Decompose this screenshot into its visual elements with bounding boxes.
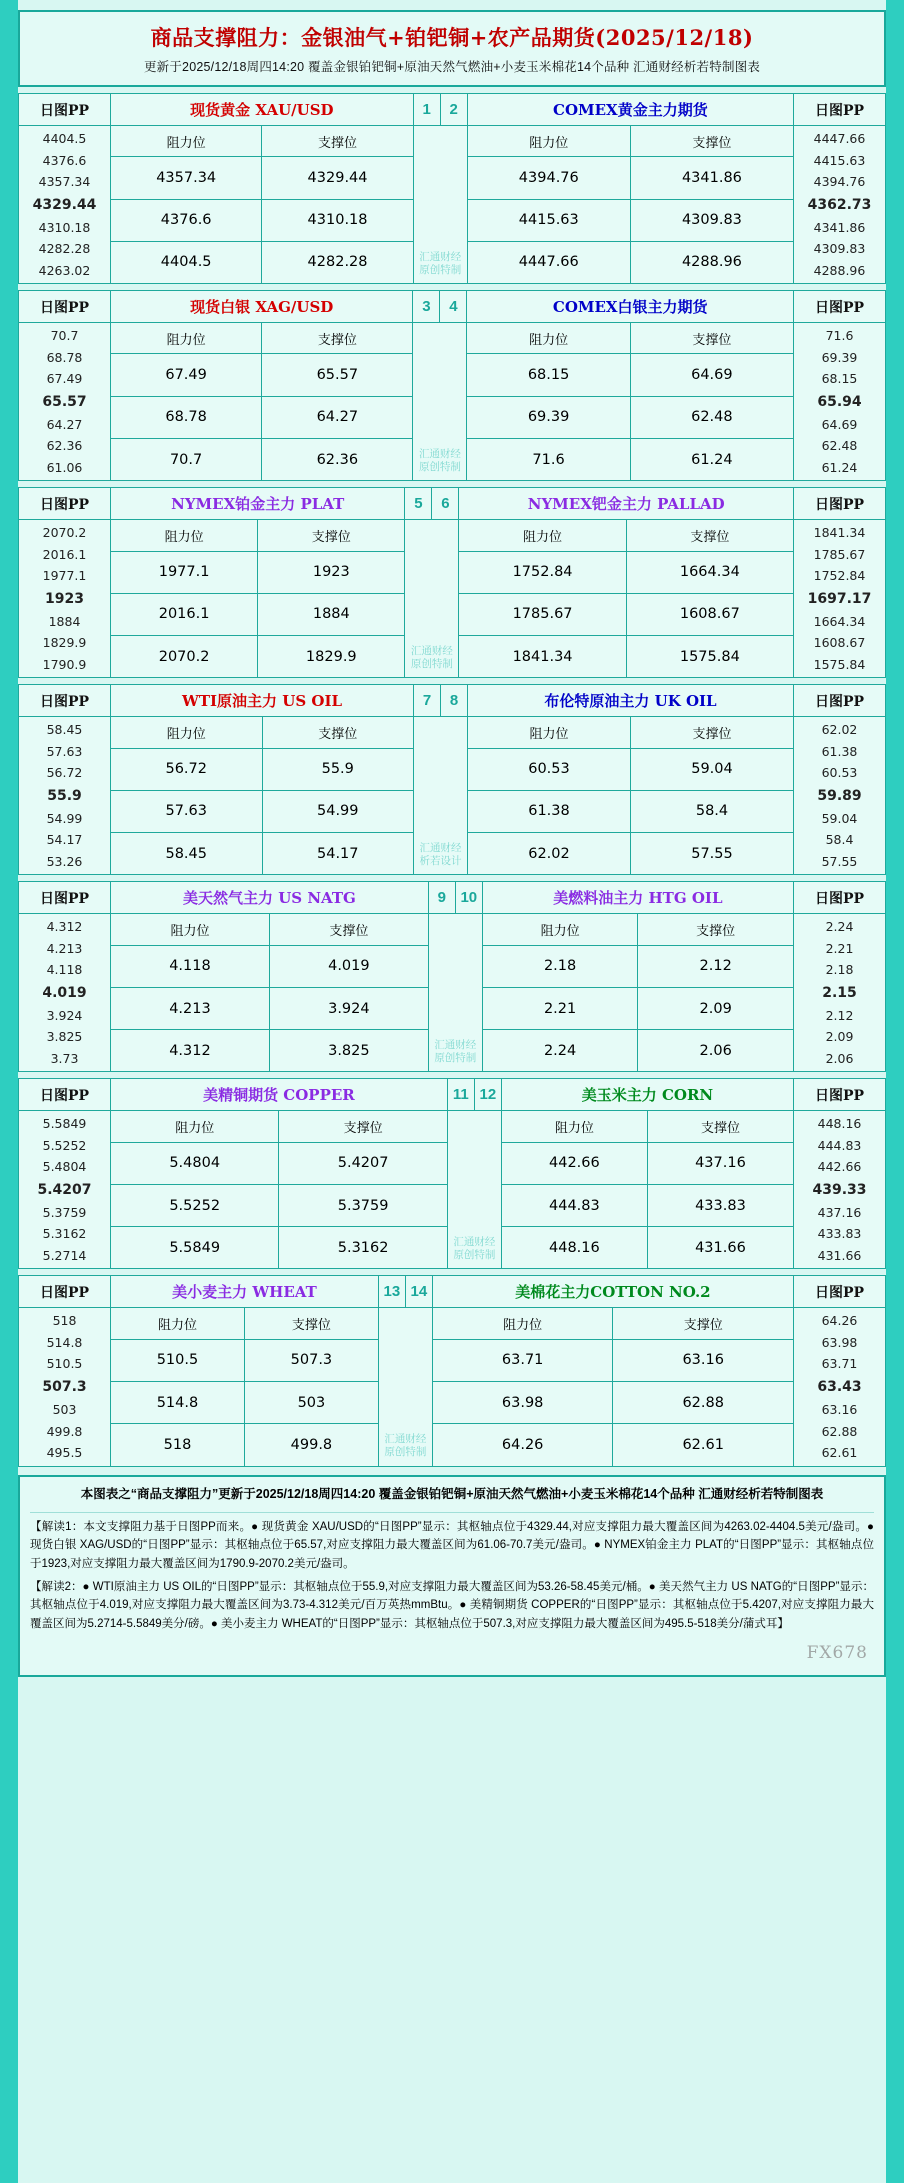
scale-value: 61.38: [821, 743, 858, 759]
scale-value: 62.36: [46, 438, 83, 454]
scale-value: 495.5: [46, 1445, 83, 1461]
scale-value: 1697.17: [807, 590, 872, 607]
right-index: 12: [474, 1079, 501, 1111]
scale-value: 433.83: [817, 1226, 862, 1242]
right-resistance-value: 69.39: [467, 396, 630, 438]
left-support-value: 507.3: [244, 1339, 378, 1381]
scale-value: 2016.1: [42, 546, 87, 562]
scale-value: 1575.84: [813, 656, 866, 672]
scale-value: 4288.96: [813, 262, 866, 278]
note-1: 【解读1：本文支撑阻力基于日图PP而来。● 现货黄金 XAU/USD的“日图PP”显示：其枢轴点位于4329.44,对应支撑阻力最大覆盖区间为4263.02-4404.5美元/盎司。● 现货白银 XAG/USD的“日图PP”显示：其枢轴点位于65.57,对应支撑阻力最大覆盖区间为61.06-70.7美元/盎司。● NYMEX铂金主力 PLAT的“日图PP”显示：其枢轴点位于1923,对应支撑阻力最大覆盖区间为1790.9-2070.2美元/盎司。: [30, 1520, 874, 1570]
left-pp-label: 日图PP: [19, 882, 111, 914]
right-support-header: 支撑位: [630, 717, 793, 748]
scale-value: 518: [52, 1313, 77, 1329]
scale-value: 2.21: [825, 940, 854, 956]
right-support-header: 支撑位: [630, 323, 793, 354]
left-resistance-value: 2070.2: [111, 635, 258, 677]
right-instrument-title: COMEX白银主力期货: [467, 291, 794, 323]
left-scale: [19, 1308, 111, 1466]
right-support-value: 2.09: [638, 987, 794, 1029]
scale-value: 63.98: [821, 1334, 858, 1350]
right-instrument-title: NYMEX钯金主力 PALLAD: [459, 488, 794, 520]
left-index: 13: [378, 1276, 405, 1308]
left-resistance-header: 阻力位: [111, 126, 262, 157]
scale-value: 62.48: [821, 438, 858, 454]
commodity-block: [18, 93, 886, 284]
right-resistance-value: 1785.67: [459, 593, 626, 635]
scale-value: 4263.02: [38, 262, 91, 278]
left-support-value: 4329.44: [262, 157, 413, 199]
scale-value: 2.09: [825, 1029, 854, 1045]
scale-value: 4341.86: [813, 219, 866, 235]
right-support-value: 2.06: [638, 1030, 794, 1072]
right-support-header: 支撑位: [647, 1111, 793, 1142]
right-resistance-value: 63.71: [432, 1339, 613, 1381]
right-support-value: 61.24: [630, 438, 793, 480]
left-resistance-value: 2016.1: [111, 593, 258, 635]
left-resistance-value: 4357.34: [111, 157, 262, 199]
scale-value: 503: [52, 1402, 77, 1418]
scale-value: 62.02: [821, 722, 858, 738]
scale-value: 61.06: [46, 459, 83, 475]
right-scale: [794, 126, 886, 284]
left-resistance-value: 4404.5: [111, 241, 262, 283]
left-instrument-title: WTI原油主力 US OIL: [111, 685, 414, 717]
scale-value: 64.69: [821, 416, 858, 432]
right-resistance-value: 60.53: [468, 748, 631, 790]
center-watermark: 汇通财经 原创特制: [413, 126, 467, 284]
left-support-header: 支撑位: [244, 1308, 378, 1339]
left-index: 7: [414, 685, 441, 717]
left-index: 1: [413, 94, 440, 126]
left-support-value: 54.99: [262, 790, 414, 832]
right-support-value: 4341.86: [630, 157, 793, 199]
left-support-value: 5.3162: [279, 1227, 447, 1269]
right-scale: [794, 1111, 886, 1269]
scale-value: 1923: [45, 590, 84, 607]
commodity-block: [18, 1078, 886, 1269]
right-support-value: 57.55: [630, 833, 793, 875]
commodity-blocks: [18, 93, 886, 1467]
scale-value: 442.66: [817, 1159, 862, 1175]
left-support-value: 54.17: [262, 833, 414, 875]
left-support-value: 3.924: [269, 987, 428, 1029]
scale-value: 69.39: [821, 349, 858, 365]
left-support-header: 支撑位: [279, 1111, 447, 1142]
scale-value: 65.94: [817, 393, 862, 410]
right-resistance-value: 442.66: [501, 1142, 647, 1184]
right-resistance-value: 62.02: [468, 833, 631, 875]
left-support-value: 65.57: [262, 354, 413, 396]
scale-value: 70.7: [50, 328, 79, 344]
left-instrument-title: 美精铜期货 COPPER: [111, 1079, 448, 1111]
scale-value: 439.33: [812, 1181, 867, 1198]
left-resistance-value: 1977.1: [111, 551, 258, 593]
scale-value: 431.66: [817, 1247, 862, 1263]
left-support-value: 5.3759: [279, 1184, 447, 1226]
scale-value: 67.49: [46, 371, 83, 387]
scale-value: 1785.67: [813, 546, 866, 562]
scale-value: 448.16: [817, 1116, 862, 1132]
right-resistance-value: 68.15: [467, 354, 630, 396]
fx-watermark: FX678: [806, 1643, 868, 1664]
left-resistance-value: 4.312: [111, 1030, 270, 1072]
center-watermark: 汇通财经 原创特制: [378, 1308, 432, 1466]
right-index: 10: [455, 882, 482, 914]
commodity-block: [18, 881, 886, 1072]
scale-value: 3.924: [46, 1007, 83, 1023]
right-scale: [794, 520, 886, 678]
scale-value: 1664.34: [813, 613, 866, 629]
left-resistance-value: 514.8: [111, 1382, 245, 1424]
scale-value: 53.26: [46, 853, 83, 869]
scale-value: 59.04: [821, 810, 858, 826]
right-resistance-header: 阻力位: [459, 520, 626, 551]
left-pp-label: 日图PP: [19, 685, 111, 717]
scale-value: 4.019: [42, 984, 87, 1001]
scale-value: 2.06: [825, 1050, 854, 1066]
scale-value: 59.89: [817, 787, 862, 804]
scale-value: 5.4804: [42, 1159, 87, 1175]
right-resistance-value: 63.98: [432, 1382, 613, 1424]
scale-value: 4404.5: [42, 131, 87, 146]
right-support-value: 58.4: [630, 790, 793, 832]
level-row: [19, 1339, 886, 1381]
left-instrument-title: 美小麦主力 WHEAT: [111, 1276, 379, 1308]
left-support-value: 1923: [258, 551, 405, 593]
scale-value: 3.825: [46, 1029, 83, 1045]
left-index: 3: [413, 291, 440, 323]
left-resistance-value: 5.5849: [111, 1227, 279, 1269]
right-resistance-header: 阻力位: [501, 1111, 647, 1142]
left-resistance-value: 5.4804: [111, 1142, 279, 1184]
scale-value: 58.4: [825, 832, 854, 848]
scale-value: 71.6: [825, 328, 854, 344]
page-subtitle: 更新于2025/12/18周四14:20 覆盖金银铂钯铜+原油天然气燃油+小麦玉米棉花14个品种 汇通财经析若特制图表: [143, 60, 761, 74]
footer-panel: [18, 1475, 886, 1677]
left-resistance-value: 4376.6: [111, 199, 262, 241]
right-resistance-header: 阻力位: [432, 1308, 613, 1339]
right-instrument-title: COMEX黄金主力期货: [467, 94, 793, 126]
commodity-block: [18, 487, 886, 678]
right-resistance-value: 2.24: [482, 1030, 638, 1072]
scale-value: 437.16: [817, 1204, 862, 1220]
left-index: 5: [405, 488, 432, 520]
scale-value: 55.9: [47, 787, 82, 804]
right-resistance-value: 64.26: [432, 1424, 613, 1466]
scale-value: 5.5849: [42, 1116, 87, 1132]
right-resistance-header: 阻力位: [467, 126, 630, 157]
left-index: 9: [428, 882, 455, 914]
scale-value: 4.118: [46, 962, 83, 978]
scale-value: 2.15: [822, 984, 857, 1001]
left-index: 11: [447, 1079, 474, 1111]
right-pp-label: 日图PP: [794, 685, 886, 717]
left-resistance-value: 56.72: [111, 748, 263, 790]
scale-value: 507.3: [42, 1378, 87, 1395]
right-instrument-title: 美燃料油主力 HTG OIL: [482, 882, 793, 914]
right-support-value: 433.83: [647, 1184, 793, 1226]
left-resistance-header: 阻力位: [111, 1308, 245, 1339]
right-scale: [794, 1308, 886, 1466]
scale-value: 2.24: [825, 919, 854, 935]
scale-value: 499.8: [46, 1423, 83, 1439]
left-support-value: 3.825: [269, 1030, 428, 1072]
right-support-header: 支撑位: [626, 520, 793, 551]
page-title: 商品支撑阻力：金银油气+铂钯铜+农产品期货(2025/12/18): [150, 25, 754, 50]
right-resistance-value: 2.21: [482, 987, 638, 1029]
right-scale: [794, 914, 886, 1072]
right-resistance-header: 阻力位: [467, 323, 630, 354]
left-instrument-title: NYMEX铂金主力 PLAT: [111, 488, 405, 520]
right-support-value: 1608.67: [626, 593, 793, 635]
right-resistance-value: 4394.76: [467, 157, 630, 199]
commodity-block: [18, 1275, 886, 1466]
scale-value: 5.3759: [42, 1204, 87, 1220]
scale-value: 1608.67: [813, 635, 866, 651]
right-support-header: 支撑位: [638, 914, 794, 945]
right-resistance-value: 4447.66: [467, 241, 630, 283]
right-resistance-header: 阻力位: [468, 717, 631, 748]
center-watermark: 汇通财经 原创特制: [413, 323, 467, 481]
scale-value: 1829.9: [42, 635, 87, 651]
left-support-value: 55.9: [262, 748, 414, 790]
commodity-block: [18, 290, 886, 481]
right-index: 8: [441, 685, 468, 717]
left-support-value: 4310.18: [262, 199, 413, 241]
left-resistance-value: 57.63: [111, 790, 263, 832]
scale-value: 2070.2: [42, 525, 87, 541]
left-resistance-value: 518: [111, 1424, 245, 1466]
right-pp-label: 日图PP: [794, 488, 886, 520]
scale-value: 4309.83: [813, 241, 866, 257]
right-scale: [794, 323, 886, 481]
scale-value: 60.53: [821, 765, 858, 781]
scale-value: 2.18: [825, 962, 854, 978]
center-watermark: 汇通财经 原创特制: [405, 520, 459, 678]
scale-value: 64.27: [46, 416, 83, 432]
center-watermark: 汇通财经 原创特制: [447, 1111, 501, 1269]
left-support-header: 支撑位: [262, 717, 414, 748]
left-support-value: 5.4207: [279, 1142, 447, 1184]
left-instrument-title: 美天然气主力 US NATG: [111, 882, 429, 914]
left-pp-label: 日图PP: [19, 94, 111, 126]
scale-value: 54.17: [46, 832, 83, 848]
scale-value: 444.83: [817, 1137, 862, 1153]
scale-value: 63.71: [821, 1356, 858, 1372]
right-support-value: 1575.84: [626, 635, 793, 677]
level-row: [19, 1382, 886, 1424]
left-support-header: 支撑位: [258, 520, 405, 551]
left-resistance-value: 4.213: [111, 987, 270, 1029]
scale-value: 510.5: [46, 1356, 83, 1372]
left-resistance-header: 阻力位: [111, 323, 262, 354]
scale-value: 58.45: [46, 722, 83, 738]
left-support-value: 1829.9: [258, 635, 405, 677]
right-index: 2: [440, 94, 467, 126]
scale-value: 61.24: [821, 459, 858, 475]
right-resistance-value: 448.16: [501, 1227, 647, 1269]
scale-value: 5.4207: [37, 1181, 92, 1198]
scale-value: 4447.66: [813, 131, 866, 146]
right-support-value: 62.61: [613, 1424, 794, 1466]
right-support-value: 4288.96: [630, 241, 793, 283]
right-support-value: 64.69: [630, 354, 793, 396]
footer-headline: 本图表之“商品支撑阻力”更新于2025/12/18周四14:20 覆盖金银铂钯铜+原油天然气燃油+小麦玉米棉花14个品种 汇通财经析若特制图表: [80, 1486, 824, 1501]
scale-value: 62.61: [821, 1445, 858, 1461]
right-support-value: 431.66: [647, 1227, 793, 1269]
center-watermark: 汇通财经 析若设计: [414, 717, 468, 875]
right-index: 14: [405, 1276, 432, 1308]
scale-value: 2.12: [825, 1007, 854, 1023]
right-resistance-value: 2.18: [482, 945, 638, 987]
left-scale: [19, 323, 111, 481]
right-pp-label: 日图PP: [794, 94, 886, 126]
right-index: 4: [440, 291, 467, 323]
note-2: 【解读2：● WTI原油主力 US OIL的“日图PP”显示：其枢轴点位于55.9,对应支撑阻力最大覆盖区间为53.26-58.45美元/桶。● 美天然气主力 US NATG的“日图PP”显示：其枢轴点位于4.019,对应支撑阻力最大覆盖区间为3.73-4.312美元/百万英热mmBtu。● 美精铜期货 COPPER的“日图PP”显示：其枢轴点位于5.4207,对应支撑阻力最大覆盖区间为5.2714-5.5849美分/磅。● 美小麦主力 WHEAT的“日图PP”显示：其枢轴点位于507.3,对应支撑阻力最大覆盖区间为495.5-518美分/蒲式耳】: [30, 1581, 874, 1630]
scale-value: 4310.18: [38, 219, 91, 235]
right-scale: [794, 717, 886, 875]
scale-value: 1884: [48, 613, 81, 629]
scale-value: 1977.1: [42, 568, 87, 584]
scale-value: 56.72: [46, 765, 83, 781]
right-instrument-title: 美棉花主力COTTON NO.2: [432, 1276, 793, 1308]
left-scale: [19, 520, 111, 678]
scale-value: 4282.28: [38, 241, 91, 257]
scale-value: 65.57: [42, 393, 87, 410]
scale-value: 1841.34: [813, 525, 866, 541]
title-panel: [18, 10, 886, 87]
right-support-value: 2.12: [638, 945, 794, 987]
scale-value: 62.88: [821, 1423, 858, 1439]
left-support-value: 499.8: [244, 1424, 378, 1466]
left-pp-label: 日图PP: [19, 291, 111, 323]
scale-value: 63.16: [821, 1402, 858, 1418]
right-support-value: 437.16: [647, 1142, 793, 1184]
scale-value: 4394.76: [813, 174, 866, 189]
right-instrument-title: 美玉米主力 CORN: [501, 1079, 793, 1111]
left-resistance-header: 阻力位: [111, 1111, 279, 1142]
scale-value: 4357.34: [38, 174, 91, 189]
right-resistance-value: 444.83: [501, 1184, 647, 1226]
right-instrument-title: 布伦特原油主力 UK OIL: [468, 685, 794, 717]
left-support-value: 4.019: [269, 945, 428, 987]
right-pp-label: 日图PP: [794, 291, 886, 323]
scale-value: 4.213: [46, 940, 83, 956]
right-support-value: 62.88: [613, 1382, 794, 1424]
scale-value: 1790.9: [42, 656, 87, 672]
left-support-header: 支撑位: [262, 323, 413, 354]
right-support-header: 支撑位: [630, 126, 793, 157]
left-resistance-header: 阻力位: [111, 914, 270, 945]
left-support-value: 62.36: [262, 438, 413, 480]
scale-value: 68.15: [821, 371, 858, 387]
left-instrument-title: 现货黄金 XAU/USD: [111, 94, 414, 126]
left-pp-label: 日图PP: [19, 488, 111, 520]
scale-value: 514.8: [46, 1334, 83, 1350]
scale-value: 3.73: [50, 1050, 79, 1066]
right-resistance-value: 1752.84: [459, 551, 626, 593]
left-support-value: 503: [244, 1382, 378, 1424]
left-support-value: 1884: [258, 593, 405, 635]
left-scale: [19, 717, 111, 875]
right-pp-label: 日图PP: [794, 882, 886, 914]
left-resistance-value: 510.5: [111, 1339, 245, 1381]
footer-notes: [30, 1512, 874, 1633]
scale-value: 68.78: [46, 349, 83, 365]
scale-value: 54.99: [46, 810, 83, 826]
right-support-header: 支撑位: [613, 1308, 794, 1339]
scale-value: 4329.44: [32, 196, 97, 213]
right-pp-label: 日图PP: [794, 1276, 886, 1308]
left-resistance-value: 67.49: [111, 354, 262, 396]
right-resistance-value: 4415.63: [467, 199, 630, 241]
left-support-value: 4282.28: [262, 241, 413, 283]
right-support-value: 63.16: [613, 1339, 794, 1381]
left-resistance-value: 5.5252: [111, 1184, 279, 1226]
scale-value: 4.312: [46, 919, 83, 935]
scale-value: 4376.6: [42, 152, 87, 168]
left-scale: [19, 1111, 111, 1269]
right-support-value: 62.48: [630, 396, 793, 438]
level-row: [19, 1424, 886, 1466]
left-support-header: 支撑位: [269, 914, 428, 945]
left-pp-label: 日图PP: [19, 1079, 111, 1111]
right-resistance-value: 1841.34: [459, 635, 626, 677]
right-resistance-header: 阻力位: [482, 914, 638, 945]
right-support-value: 4309.83: [630, 199, 793, 241]
left-resistance-value: 58.45: [111, 833, 263, 875]
right-support-value: 59.04: [630, 748, 793, 790]
left-scale: [19, 914, 111, 1072]
scale-value: 5.2714: [42, 1247, 87, 1263]
left-resistance-value: 4.118: [111, 945, 270, 987]
center-watermark: 汇通财经 原创特制: [428, 914, 482, 1072]
left-resistance-header: 阻力位: [111, 717, 263, 748]
left-resistance-value: 70.7: [111, 438, 262, 480]
commodity-block: [18, 684, 886, 875]
right-resistance-value: 61.38: [468, 790, 631, 832]
left-scale: [19, 126, 111, 284]
right-support-value: 1664.34: [626, 551, 793, 593]
scale-value: 4362.73: [807, 196, 872, 213]
left-support-value: 64.27: [262, 396, 413, 438]
left-resistance-value: 68.78: [111, 396, 262, 438]
left-pp-label: 日图PP: [19, 1276, 111, 1308]
left-instrument-title: 现货白银 XAG/USD: [111, 291, 413, 323]
scale-value: 5.5252: [42, 1137, 87, 1153]
right-resistance-value: 71.6: [467, 438, 630, 480]
scale-value: 5.3162: [42, 1226, 87, 1242]
scale-value: 57.63: [46, 743, 83, 759]
scale-value: 64.26: [821, 1313, 858, 1329]
scale-value: 4415.63: [813, 152, 866, 168]
left-support-header: 支撑位: [262, 126, 413, 157]
right-pp-label: 日图PP: [794, 1079, 886, 1111]
scale-value: 63.43: [817, 1378, 862, 1395]
scale-value: 1752.84: [813, 568, 866, 584]
scale-value: 57.55: [821, 853, 858, 869]
right-index: 6: [432, 488, 459, 520]
left-resistance-header: 阻力位: [111, 520, 258, 551]
